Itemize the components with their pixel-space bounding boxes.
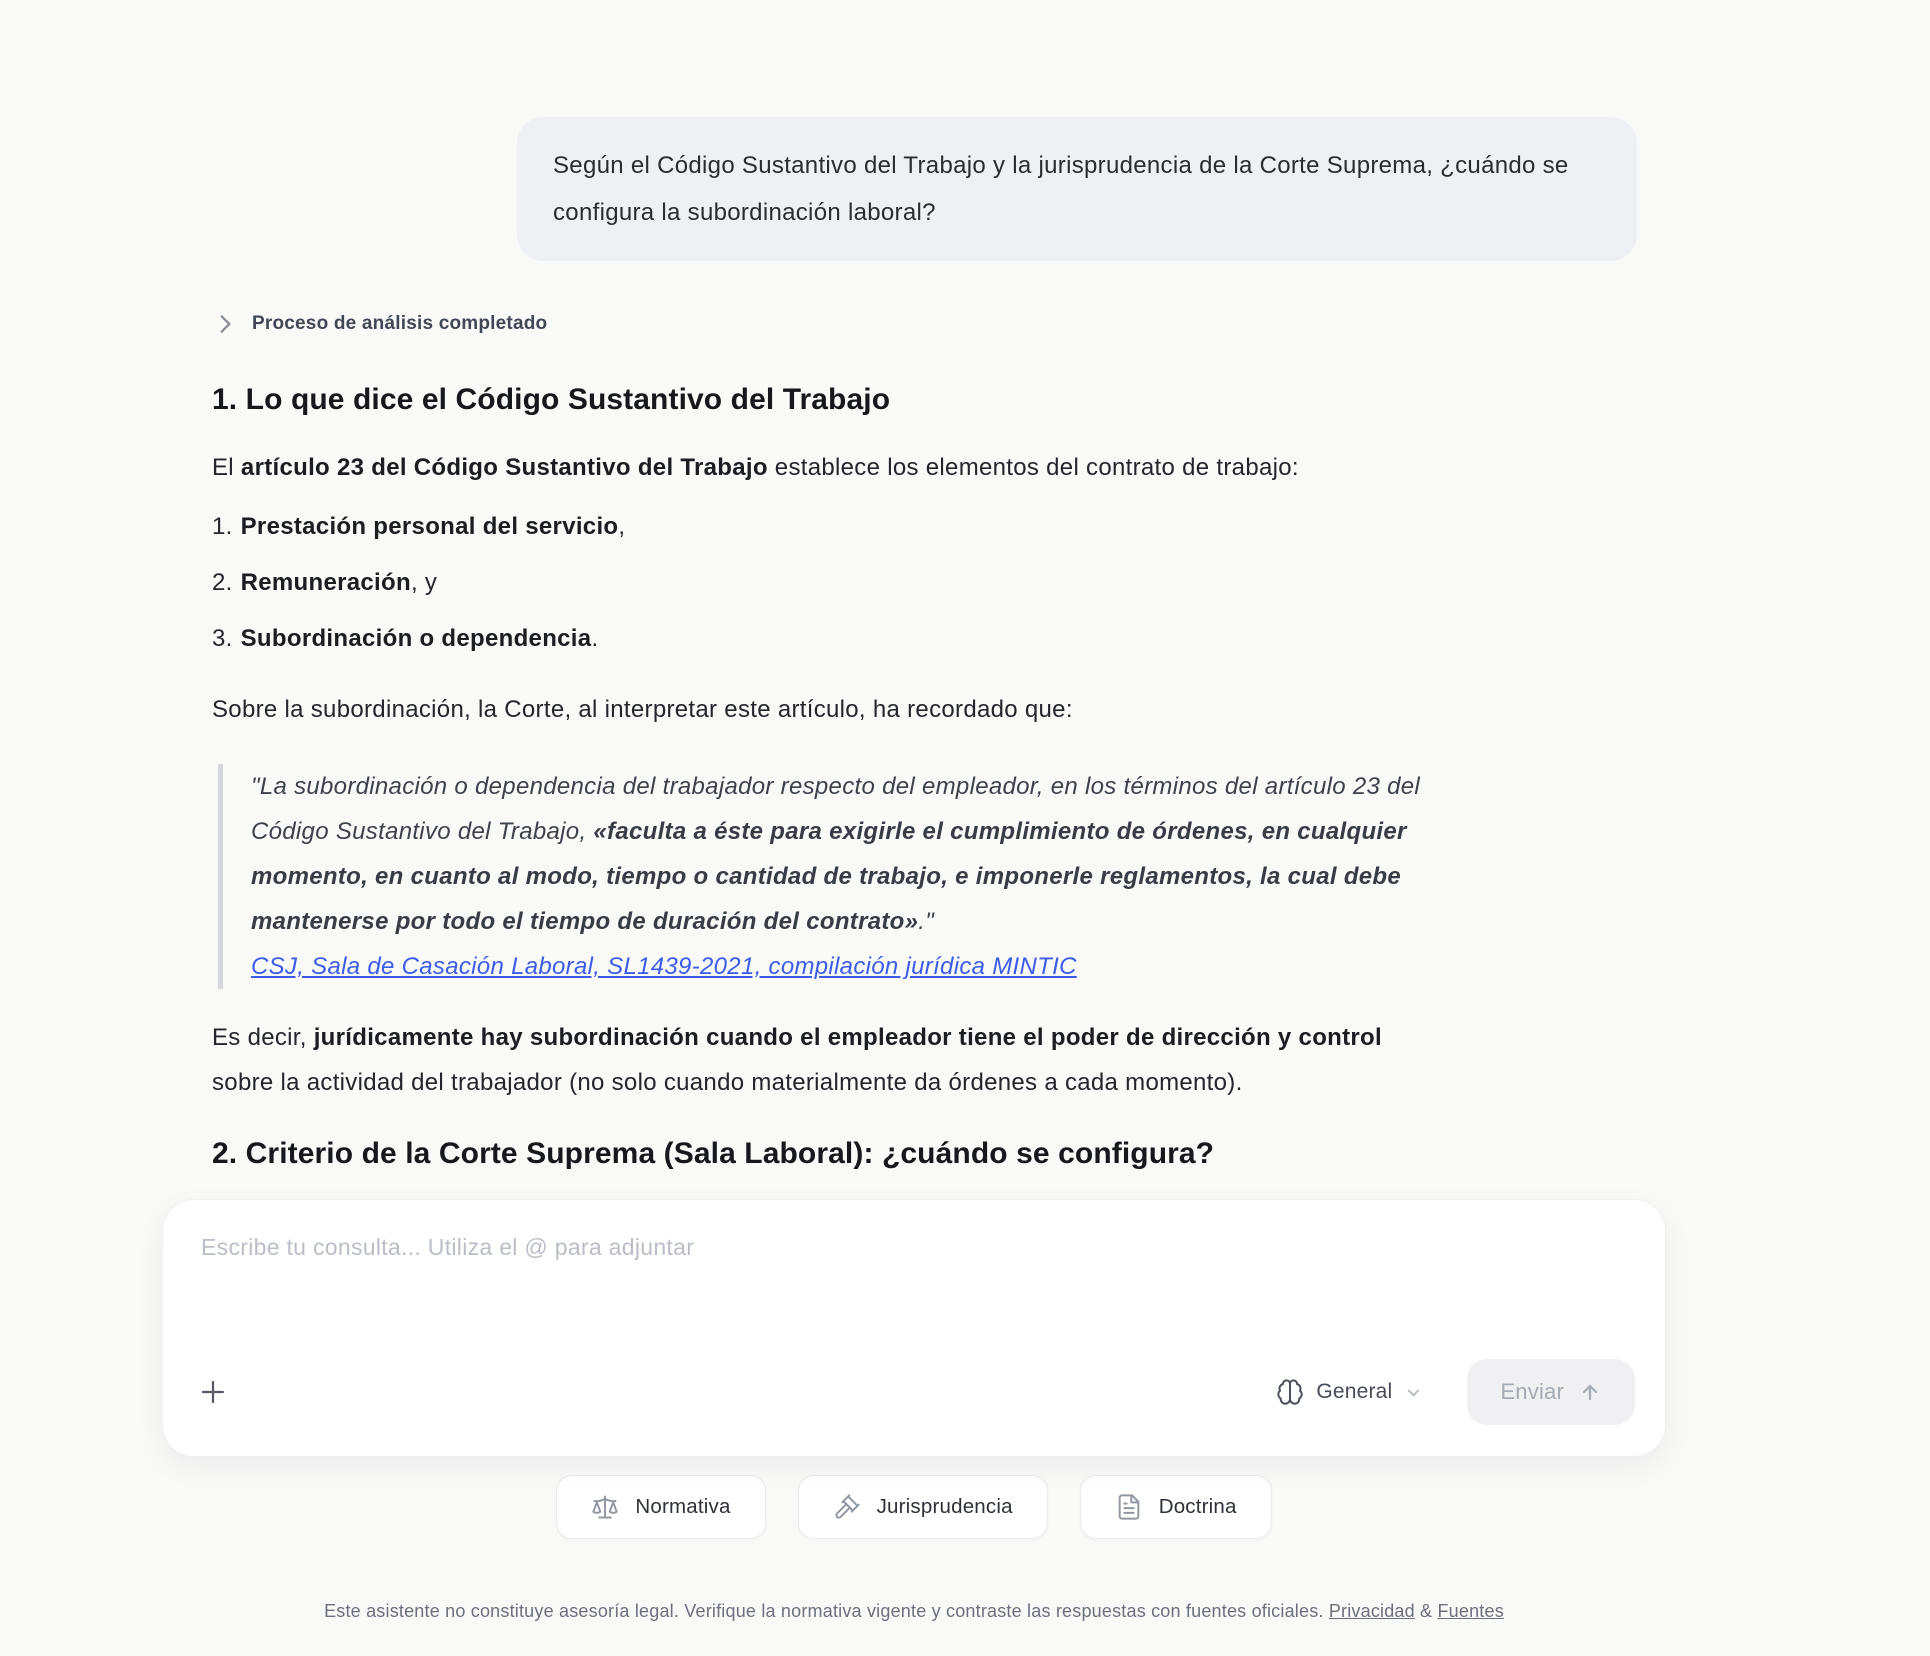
court-quote-block bbox=[218, 764, 1508, 989]
chevron-right-icon bbox=[212, 311, 238, 337]
elements-list bbox=[212, 504, 1642, 661]
list-item-number: 1. bbox=[212, 513, 233, 540]
intro-text-pre: El bbox=[212, 454, 241, 481]
analysis-process-label: Proceso de análisis completado bbox=[252, 313, 548, 334]
plus-icon bbox=[198, 1377, 228, 1407]
chip-label: Jurisprudencia bbox=[876, 1495, 1013, 1518]
conclusion-paragraph bbox=[212, 1015, 1422, 1105]
query-input[interactable] bbox=[163, 1200, 1665, 1356]
quote-text-bold: «faculta a éste para exigirle el cumplimiento de órdenes, en cualquier momento, en cuanto al modo, tiempo o cantidad de trabajo, e imponerle reglamentos, la cual debe mantenerse por todo el tiempo de duración del contrato» bbox=[251, 818, 1407, 935]
list-item-term: Remuneración bbox=[240, 569, 411, 596]
user-message-row bbox=[212, 117, 1637, 261]
send-button[interactable] bbox=[1467, 1359, 1635, 1425]
conclusion-bold: jurídicamente hay subordinación cuando el empleador tiene el poder de dirección y control bbox=[313, 1024, 1382, 1051]
list-item-term: Prestación personal del servicio bbox=[240, 513, 619, 540]
quote-text-post: ." bbox=[918, 908, 935, 935]
intro-paragraph bbox=[212, 445, 1422, 490]
chip-doctrina[interactable] bbox=[1080, 1475, 1272, 1539]
list-item-rest: , bbox=[618, 513, 626, 540]
chip-jurisprudencia[interactable] bbox=[798, 1475, 1048, 1539]
brain-icon bbox=[1276, 1378, 1304, 1406]
composer-card bbox=[162, 1199, 1666, 1457]
gavel-icon bbox=[833, 1493, 861, 1521]
arrow-up-icon bbox=[1578, 1380, 1602, 1404]
section-1-heading: 1. Lo que dice el Código Sustantivo del Trabajo bbox=[212, 383, 891, 416]
list-item-term: Subordinación o dependencia bbox=[240, 625, 592, 652]
list-item-number: 3. bbox=[212, 625, 233, 652]
document-icon bbox=[1115, 1493, 1143, 1521]
privacy-link[interactable]: Privacidad bbox=[1328, 1601, 1415, 1621]
composer-toolbar bbox=[163, 1356, 1665, 1456]
quote-lead-in: Sobre la subordinación, la Corte, al interpretar este artículo, ha recordado que: bbox=[212, 696, 1073, 723]
conclusion-post: sobre la actividad del trabajador (no solo cuando materialmente da órdenes a cada momento). bbox=[212, 1069, 1243, 1096]
intro-text-bold: artículo 23 del Código Sustantivo del Trabajo bbox=[240, 454, 768, 481]
list-item-number: 2. bbox=[212, 569, 233, 596]
mode-label: General bbox=[1316, 1380, 1393, 1403]
analysis-process-toggle[interactable] bbox=[212, 311, 547, 337]
chip-normativa[interactable] bbox=[556, 1475, 765, 1539]
disclaimer-text: Este asistente no constituye asesoría legal. Verifique la normativa vigente y contraste las respuestas con fuentes oficiales. bbox=[324, 1601, 1329, 1621]
scales-icon bbox=[591, 1493, 619, 1521]
court-quote-text bbox=[251, 764, 1451, 944]
attach-button[interactable] bbox=[189, 1368, 237, 1416]
list-item bbox=[212, 616, 1422, 661]
mode-selector[interactable] bbox=[1276, 1378, 1423, 1406]
chip-label: Normativa bbox=[635, 1495, 731, 1518]
conclusion-pre: Es decir, bbox=[212, 1024, 314, 1051]
citation-link[interactable]: CSJ, Sala de Casación Laboral, SL1439-2021, compilación jurídica MINTIC bbox=[251, 953, 1077, 980]
list-item bbox=[212, 504, 1422, 549]
user-message-bubble bbox=[517, 117, 1637, 261]
disclaimer bbox=[162, 1598, 1666, 1624]
user-message-text: Según el Código Sustantivo del Trabajo y la jurisprudencia de la Corte Suprema, ¿cuándo se configura la subordinación laboral? bbox=[553, 152, 1569, 226]
list-item bbox=[212, 560, 1422, 605]
conversation bbox=[212, 0, 1642, 1173]
sources-link[interactable]: Fuentes bbox=[1437, 1601, 1504, 1621]
list-item-rest: . bbox=[591, 625, 599, 652]
send-button-label: Enviar bbox=[1500, 1379, 1564, 1404]
list-item-rest: , y bbox=[410, 569, 438, 596]
intro-text-post: establece los elementos del contrato de trabajo: bbox=[767, 454, 1299, 481]
section-2-heading: 2. Criterio de la Corte Suprema (Sala Laboral): ¿cuándo se configura? bbox=[212, 1137, 1215, 1170]
chevron-down-icon bbox=[1404, 1383, 1423, 1402]
chip-label: Doctrina bbox=[1158, 1495, 1237, 1518]
suggestion-chips bbox=[162, 1475, 1666, 1539]
quote-text-pre: "La subordinación o dependencia del trabajador respecto del empleador, en los términos del artículo 23 del Código Sustantivo del Trabajo, bbox=[251, 773, 1421, 845]
disclaimer-separator: & bbox=[1414, 1601, 1438, 1621]
